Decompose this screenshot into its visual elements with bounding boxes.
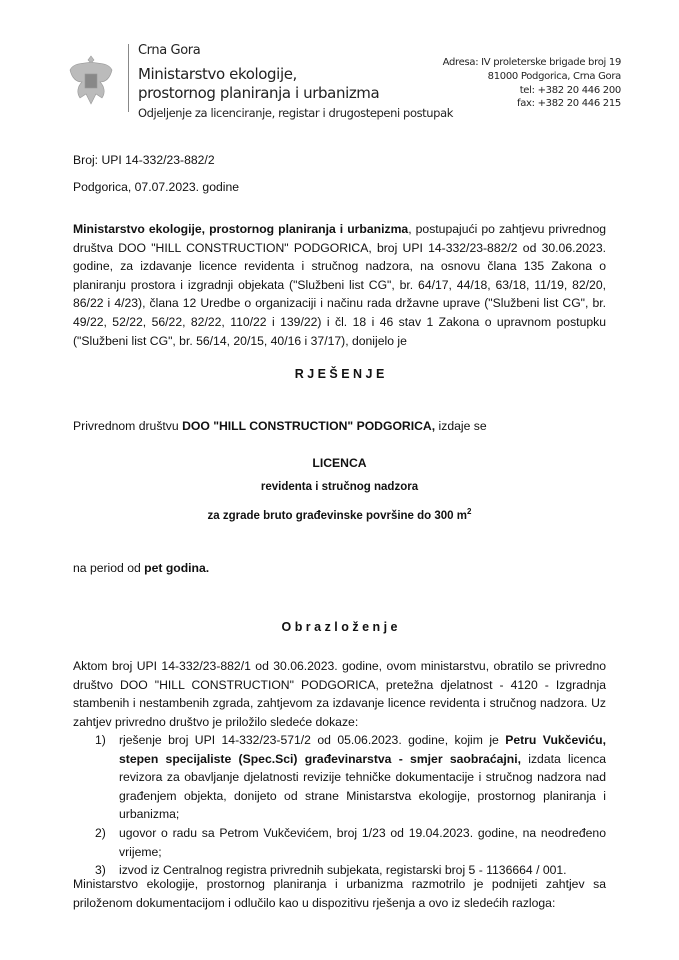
ministry-name-line1: Ministarstvo ekologije, — [138, 65, 297, 83]
intro-paragraph — [73, 220, 606, 350]
item-number: 2) — [95, 825, 106, 840]
item-text: rješenje broj UPI 14-332/23-571/2 od 05.06.2023. godine, kojim je — [119, 733, 506, 747]
closing-paragraph: Ministarstvo ekologije, prostornog planiranja i urbanizma razmotrilo je podnijeti zahtjev sa priloženom dokumentacijom i odlučilo kao u dispozitivu rješenja a ovo iz sledećih razloga: — [73, 877, 606, 910]
intro-bold: Ministarstvo ekologije, prostornog planiranja i urbanizma — [73, 222, 409, 236]
licence-type: revidenta i stručnog nadzora — [260, 481, 419, 493]
place-date: Podgorica, 07.07.2023. godine — [73, 180, 240, 194]
reasoning-paragraph: Aktom broj UPI 14-332/23-882/1 od 30.06.2023. godine, ovom ministarstvu, obratilo se privredno društvo DOO "HILL CONSTRUCTION" PODGORICA, pretežna djelatnost - 4120 - Izgradnja stambenih i nestambenih zgrada, zahtjevom za izdavanje licence revidenta i stručnog nadzora. Uz zahtjev privredno društvo je priložilo sledeće dokaze: — [73, 659, 606, 729]
decision-paragraph — [73, 417, 487, 436]
decision-title: R J E Š E N J E — [294, 367, 385, 381]
period-paragraph — [73, 559, 209, 578]
address-city: 81000 Podgorica, Crna Gora — [487, 70, 621, 82]
coat-of-arms-logo — [66, 52, 116, 108]
address-tel: tel: +382 20 446 200 — [519, 84, 621, 96]
department-name: Odjeljenje za licenciranje, registar i drugostepeni postupak — [138, 106, 453, 120]
period-value: pet godina. — [144, 561, 210, 575]
licence-scope-sup: 2 — [467, 507, 472, 516]
address-street: Adresa: IV proleterske brigade broj 19 — [442, 57, 621, 68]
item-bold: Petru Vukčeviću, stepen specijaliste (Spec.Sci) građevinarstva - smjer saobraćajni, — [119, 733, 606, 766]
evidence-item — [73, 731, 606, 824]
evidence-list — [73, 731, 606, 880]
reasoning-title: O b r a z l o ž e n j e — [281, 620, 398, 634]
evidence-item — [73, 824, 606, 861]
document-number: Broj: UPI 14-332/23-882/2 — [73, 153, 215, 167]
header-divider — [128, 44, 129, 112]
ministry-name-line2: prostornog planiranja i urbanizma — [138, 84, 380, 102]
address-block — [443, 56, 621, 111]
country-name: Crna Gora — [138, 43, 201, 58]
address-fax: fax: +382 20 446 215 — [516, 98, 621, 110]
period-pre: na period od — [73, 561, 145, 575]
intro-text: , postupajući po zahtjevu privrednog društva DOO "HILL CONSTRUCTION" PODGORICA, broj UPI 14-332/23-882/2 od 30.06.2023. godine, za izdavanje licence revidenta i stručnog nadzora, na osnovu člana 135 Zakona o planiranju prostora i izgradnji objekata ("Službeni list CG", br. 64/17, 44/18, 63/18, 11/19, 82/20, 86/22 i 4/23), člana 12 Uredbe o organizaciji i načinu rada državne uprave ("Službeni list CG", br. 49/22, 52/22, 56/22, 82/22, 110/22 i 139/22) i čl. 18 i 46 stav 1 Zakona o upravnom postupku ("Službeni list CG", br. 56/14, 20/15, 40/16 i 37/17), donijelo je — [73, 222, 606, 348]
decision-pre: Privrednom društvu — [73, 419, 183, 433]
item-number: 3) — [95, 863, 106, 878]
decision-company: DOO "HILL CONSTRUCTION" PODGORICA, — [182, 419, 436, 433]
licence-title: LICENCA — [312, 456, 367, 470]
item-number: 1) — [95, 733, 106, 747]
licence-scope — [0, 507, 679, 522]
item-text: izvod iz Centralnog registra privrednih subjekata, registarski broj 5 - 1136664 / 001. — [119, 863, 567, 878]
item-text: ugovor o radu sa Petrom Vukčevićem, broj 1/23 od 19.04.2023. godine, na neodređeno vrijeme; — [119, 825, 606, 859]
item-text-post: izdata licenca revizora za obavljanje djelatnosti revizije tehničke dokumentacije i stručnog nadzora nad građenjem objekta, donijeto od strane Ministarstva ekologije, prostornog planiranja i urbanizma; — [119, 751, 606, 822]
decision-post: izdaje se — [435, 419, 487, 433]
licence-scope-text: za zgrade bruto građevinske površine do 300 m — [207, 509, 467, 522]
